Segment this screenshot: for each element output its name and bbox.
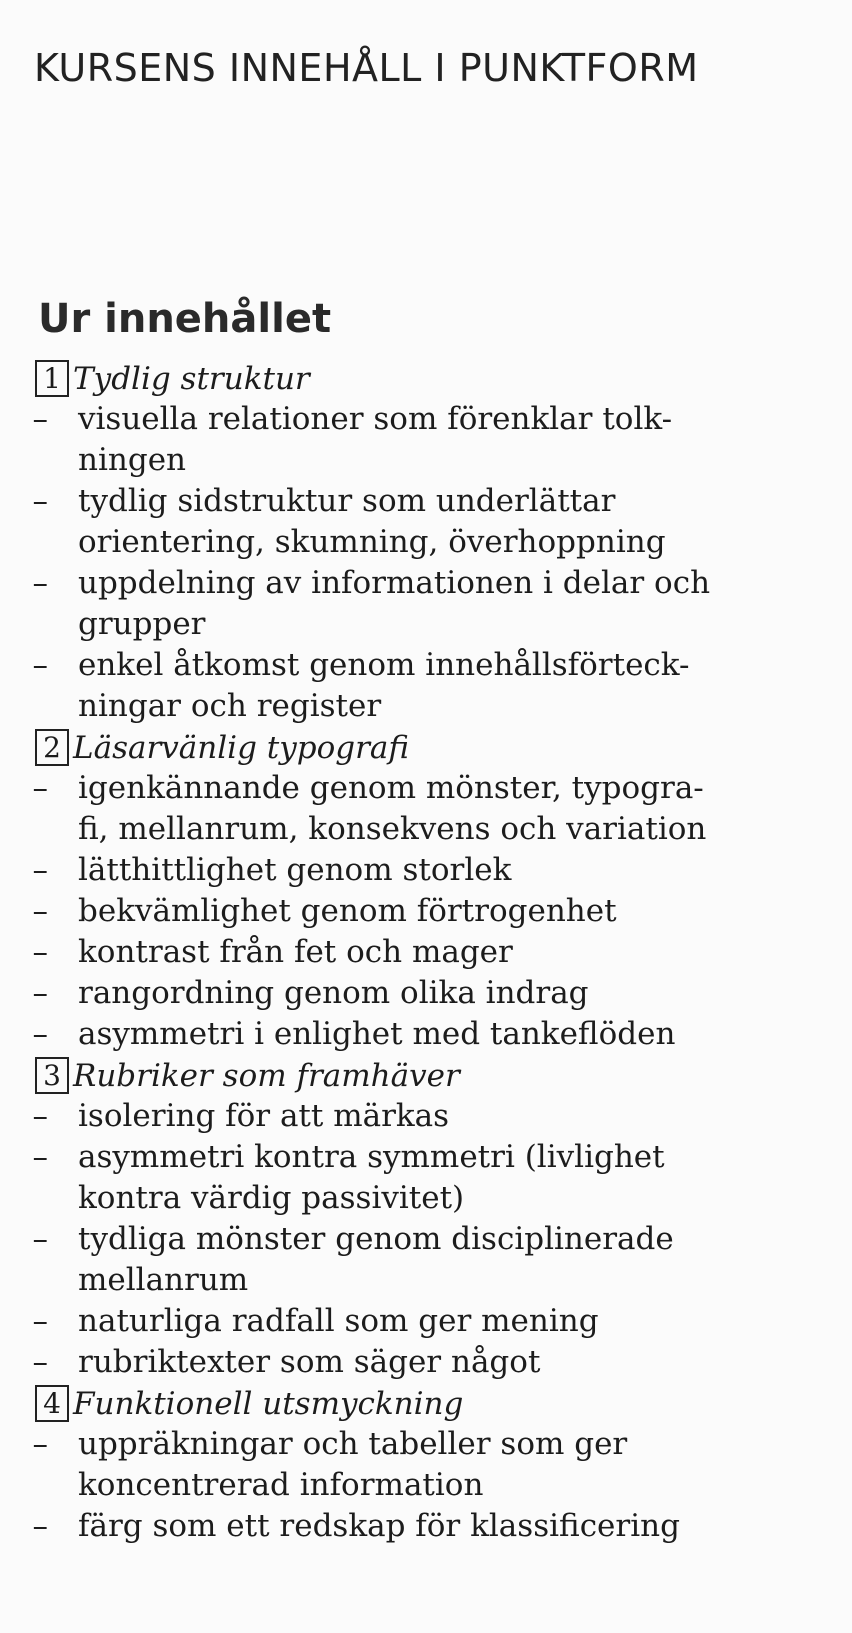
item-text-line: uppdelning av informationen i delar och [78, 565, 711, 601]
item-text-line: naturliga radfall som ger mening [78, 1303, 599, 1339]
list-item [0, 1301, 852, 1342]
group-header [0, 1383, 852, 1424]
dash-bullet: – [32, 852, 48, 888]
group-number-box: 2 [35, 729, 69, 766]
dash-bullet: – [32, 1344, 48, 1380]
list-item [0, 1219, 852, 1301]
content-group [0, 358, 852, 727]
item-text [78, 1506, 680, 1547]
list-item [0, 1506, 852, 1547]
list-item [0, 1424, 852, 1506]
dash-bullet: – [32, 1016, 48, 1052]
group-title: Tydlig struktur [73, 360, 310, 397]
bullet-list [0, 1424, 852, 1547]
item-text [78, 645, 690, 727]
bullet-list [0, 1096, 852, 1383]
list-item [0, 1342, 852, 1383]
list-item [0, 399, 852, 481]
item-text [78, 1014, 675, 1055]
content-group [0, 1055, 852, 1383]
dash-bullet: – [32, 565, 48, 601]
item-text-line: ningar och register [78, 688, 382, 724]
item-text-line: grupper [78, 606, 206, 642]
item-text-line: kontrast från fet och mager [78, 934, 513, 970]
list-item [0, 932, 852, 973]
dash-bullet: – [32, 483, 48, 519]
item-text-line: igenkännande genom mönster, typogra- [78, 770, 704, 806]
item-text-line: rubriktexter som säger något [78, 1344, 541, 1380]
list-item [0, 1014, 852, 1055]
item-text [78, 563, 710, 645]
dash-bullet: – [32, 893, 48, 929]
item-text-line: enkel åtkomst genom innehållsförteck- [78, 647, 690, 683]
item-text [78, 1219, 674, 1301]
item-text [78, 932, 513, 973]
list-item [0, 481, 852, 563]
item-text [78, 399, 672, 481]
list-item [0, 645, 852, 727]
dash-bullet: – [32, 1303, 48, 1339]
page-heading: KURSENS INNEHÅLL I PUNKTFORM [34, 46, 699, 90]
content-group [0, 727, 852, 1055]
item-text [78, 891, 617, 932]
group-title: Läsarvänlig typografi [73, 729, 410, 766]
item-text [78, 1301, 599, 1342]
item-text [78, 1424, 627, 1506]
group-header [0, 727, 852, 768]
item-text-line: bekvämlighet genom förtrogenhet [78, 893, 617, 929]
dash-bullet: – [32, 770, 48, 806]
dash-bullet: – [32, 934, 48, 970]
content-list [0, 358, 852, 1547]
item-text [78, 850, 511, 891]
item-text-line: isolering för att märkas [78, 1098, 450, 1134]
item-text-line: asymmetri i enlighet med tankeflöden [78, 1016, 676, 1052]
group-number-box: 1 [35, 360, 69, 397]
dash-bullet: – [32, 1221, 48, 1257]
dash-bullet: – [32, 1098, 48, 1134]
item-text-line: lätthittlighet genom storlek [78, 852, 512, 888]
item-text-line: tydliga mönster genom disciplinerade [78, 1221, 674, 1257]
dash-bullet: – [32, 1508, 48, 1544]
group-title: Rubriker som framhäver [73, 1057, 460, 1094]
item-text-line: rangordning genom olika indrag [78, 975, 589, 1011]
list-item [0, 850, 852, 891]
list-item [0, 563, 852, 645]
item-text-line: tydlig sidstruktur som underlättar [78, 483, 616, 519]
group-number-box: 3 [35, 1057, 69, 1094]
content-group [0, 1383, 852, 1547]
dash-bullet: – [32, 1426, 48, 1462]
item-text-line: koncentrerad information [78, 1467, 484, 1503]
group-number-box: 4 [35, 1385, 69, 1422]
group-title: Funktionell utsmyckning [73, 1385, 464, 1422]
item-text-line: orientering, skumning, överhoppning [78, 524, 666, 560]
group-header [0, 358, 852, 399]
list-item [0, 891, 852, 932]
item-text [78, 481, 666, 563]
item-text-line: mellanrum [78, 1262, 249, 1298]
item-text-line: visuella relationer som förenklar tolk- [78, 401, 673, 437]
item-text-line: asymmetri kontra symmetri (livlighet [78, 1139, 665, 1175]
item-text-line: fi, mellanrum, konsekvens och variation [78, 811, 707, 847]
item-text-line: uppräkningar och tabeller som ger [78, 1426, 628, 1462]
group-header [0, 1055, 852, 1096]
item-text-line: färg som ett redskap för klassificering [78, 1508, 680, 1544]
item-text-line: ningen [78, 442, 187, 478]
item-text [78, 1137, 665, 1219]
bullet-list [0, 768, 852, 1055]
item-text [78, 1096, 449, 1137]
item-text [78, 1342, 540, 1383]
item-text-line: kontra värdig passivitet) [78, 1180, 465, 1216]
dash-bullet: – [32, 975, 48, 1011]
dash-bullet: – [32, 647, 48, 683]
section-title: Ur innehållet [38, 296, 332, 342]
list-item [0, 973, 852, 1014]
item-text [78, 973, 589, 1014]
bullet-list [0, 399, 852, 727]
dash-bullet: – [32, 401, 48, 437]
list-item [0, 768, 852, 850]
item-text [78, 768, 706, 850]
list-item [0, 1137, 852, 1219]
list-item [0, 1096, 852, 1137]
dash-bullet: – [32, 1139, 48, 1175]
